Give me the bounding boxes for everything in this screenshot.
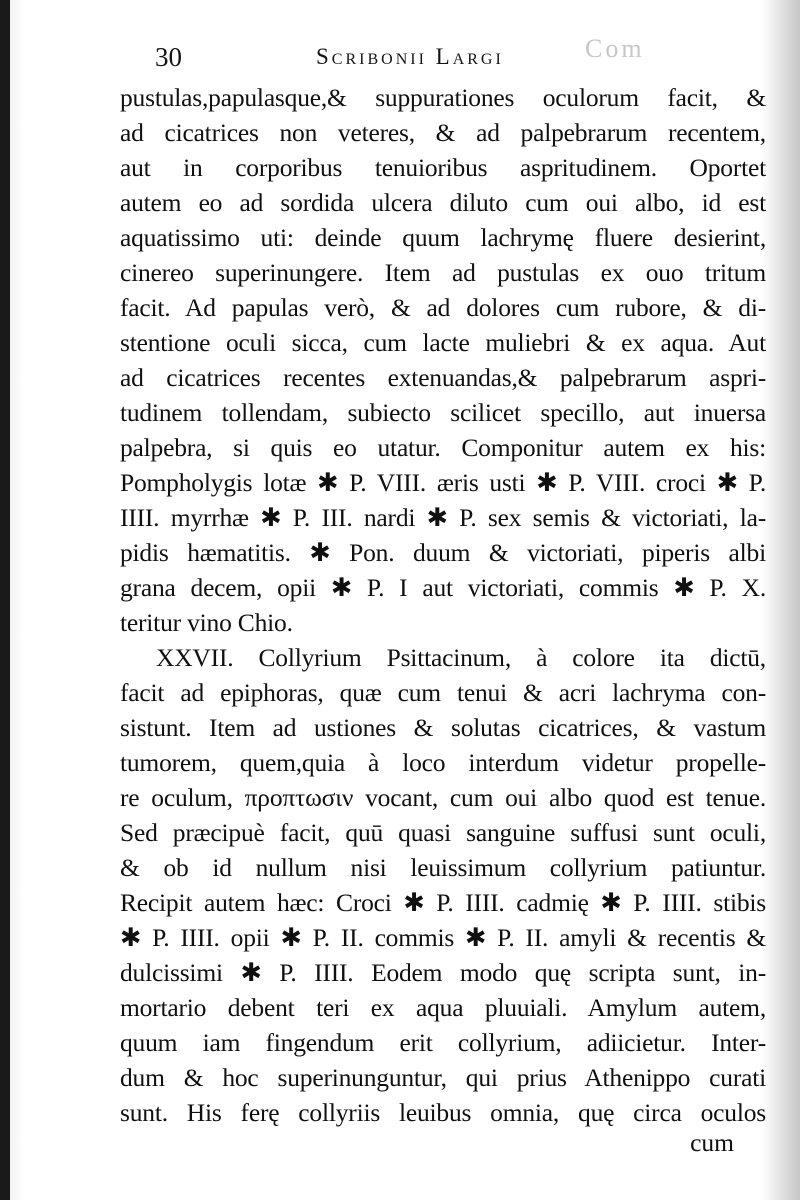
text-line: teritur vino Chio.: [120, 608, 293, 637]
text-line: dulcissimi ✱ P. IIII. Eodem modo quę scripta sunt, in-: [120, 958, 766, 987]
text-line: pustulas,papulasque,& suppurationes oculorum facit, &: [120, 83, 766, 112]
text-line: aquatissimo uti: deinde quum lachrymę fluere desierint,: [120, 223, 766, 252]
text-line: ✱ P. IIII. opii ✱ P. II. commis ✱ P. II. amyli & recentis &: [120, 923, 766, 952]
text-line: XXVII. Collyrium Psittacinum, à colore ita dictū,: [156, 643, 766, 672]
text-line: tumorem, quem,quia à loco interdum videtur propelle-: [120, 748, 766, 777]
text-line: sunt. His ferę collyriis leuibus omnia, quę circa oculos: [120, 1098, 766, 1127]
page-number: 30: [155, 42, 182, 72]
text-line: quum iam fingendum erit collyrium, adiicietur. Inter-: [120, 1028, 766, 1057]
bleed-through-text: Com: [585, 34, 645, 63]
text-line: Sed præcipuè facit, quū quasi sanguine suffusi sunt oculi,: [120, 818, 766, 847]
text-line: ad cicatrices recentes extenuandas,& palpebrarum aspri-: [120, 363, 766, 392]
text-line: Recipit autem hæc: Croci ✱ P. IIII. cadmię ✱ P. IIII. stibis: [120, 888, 766, 917]
text-line: facit. Ad papulas verò, & ad dolores cum rubore, & di-: [120, 293, 766, 322]
text-line: cinereo superinungere. Item ad pustulas ex ouo tritum: [120, 258, 766, 287]
text-line: grana decem, opii ✱ P. I aut victoriati, commis ✱ P. X.: [120, 573, 766, 602]
text-line: Pompholygis lotæ ✱ P. VIII. æris usti ✱ P. VIII. croci ✱ P.: [120, 468, 766, 497]
body-text: [120, 80, 766, 1130]
text-line: tudinem tollendam, subiecto scilicet specillo, aut inuersa: [120, 398, 766, 427]
text-line: ad cicatrices non veteres, & ad palpebrarum recentem,: [120, 118, 766, 147]
page-header: [128, 40, 748, 80]
text-line: & ob id nullum nisi leuissimum collyrium patiuntur.: [120, 853, 766, 882]
running-head: Scribonii Largi: [316, 44, 504, 69]
text-line: pidis hæmatitis. ✱ Pon. duum & victoriati, piperis albi: [120, 538, 766, 567]
text-line: dum & hoc superinunguntur, qui prius Athenippo curati: [120, 1063, 766, 1092]
page-binding-edge: [0, 0, 10, 1200]
page-shadow: [766, 0, 800, 1200]
catchword: cum: [690, 1128, 734, 1157]
text-line: sistunt. Item ad ustiones & solutas cicatrices, & vastum: [120, 713, 766, 742]
text-line: mortario debent teri ex aqua pluuiali. Amylum autem,: [120, 993, 766, 1022]
text-line: re oculum, προπτωσιν vocant, cum oui albo quod est tenue.: [120, 783, 766, 812]
text-line: aut in corporibus tenuioribus aspritudinem. Oportet: [120, 153, 766, 182]
text-line: IIII. myrrhæ ✱ P. III. nardi ✱ P. sex semis & victoriati, la-: [120, 503, 766, 532]
text-line: facit ad epiphoras, quæ cum tenui & acri lachryma con-: [120, 678, 766, 707]
text-line: stentione oculi sicca, cum lacte muliebri & ex aqua. Aut: [120, 328, 766, 357]
text-line: palpebra, si quis eo utatur. Componitur autem ex his:: [120, 433, 766, 462]
text-line: autem eo ad sordida ulcera diluto cum oui albo, id est: [120, 188, 766, 217]
